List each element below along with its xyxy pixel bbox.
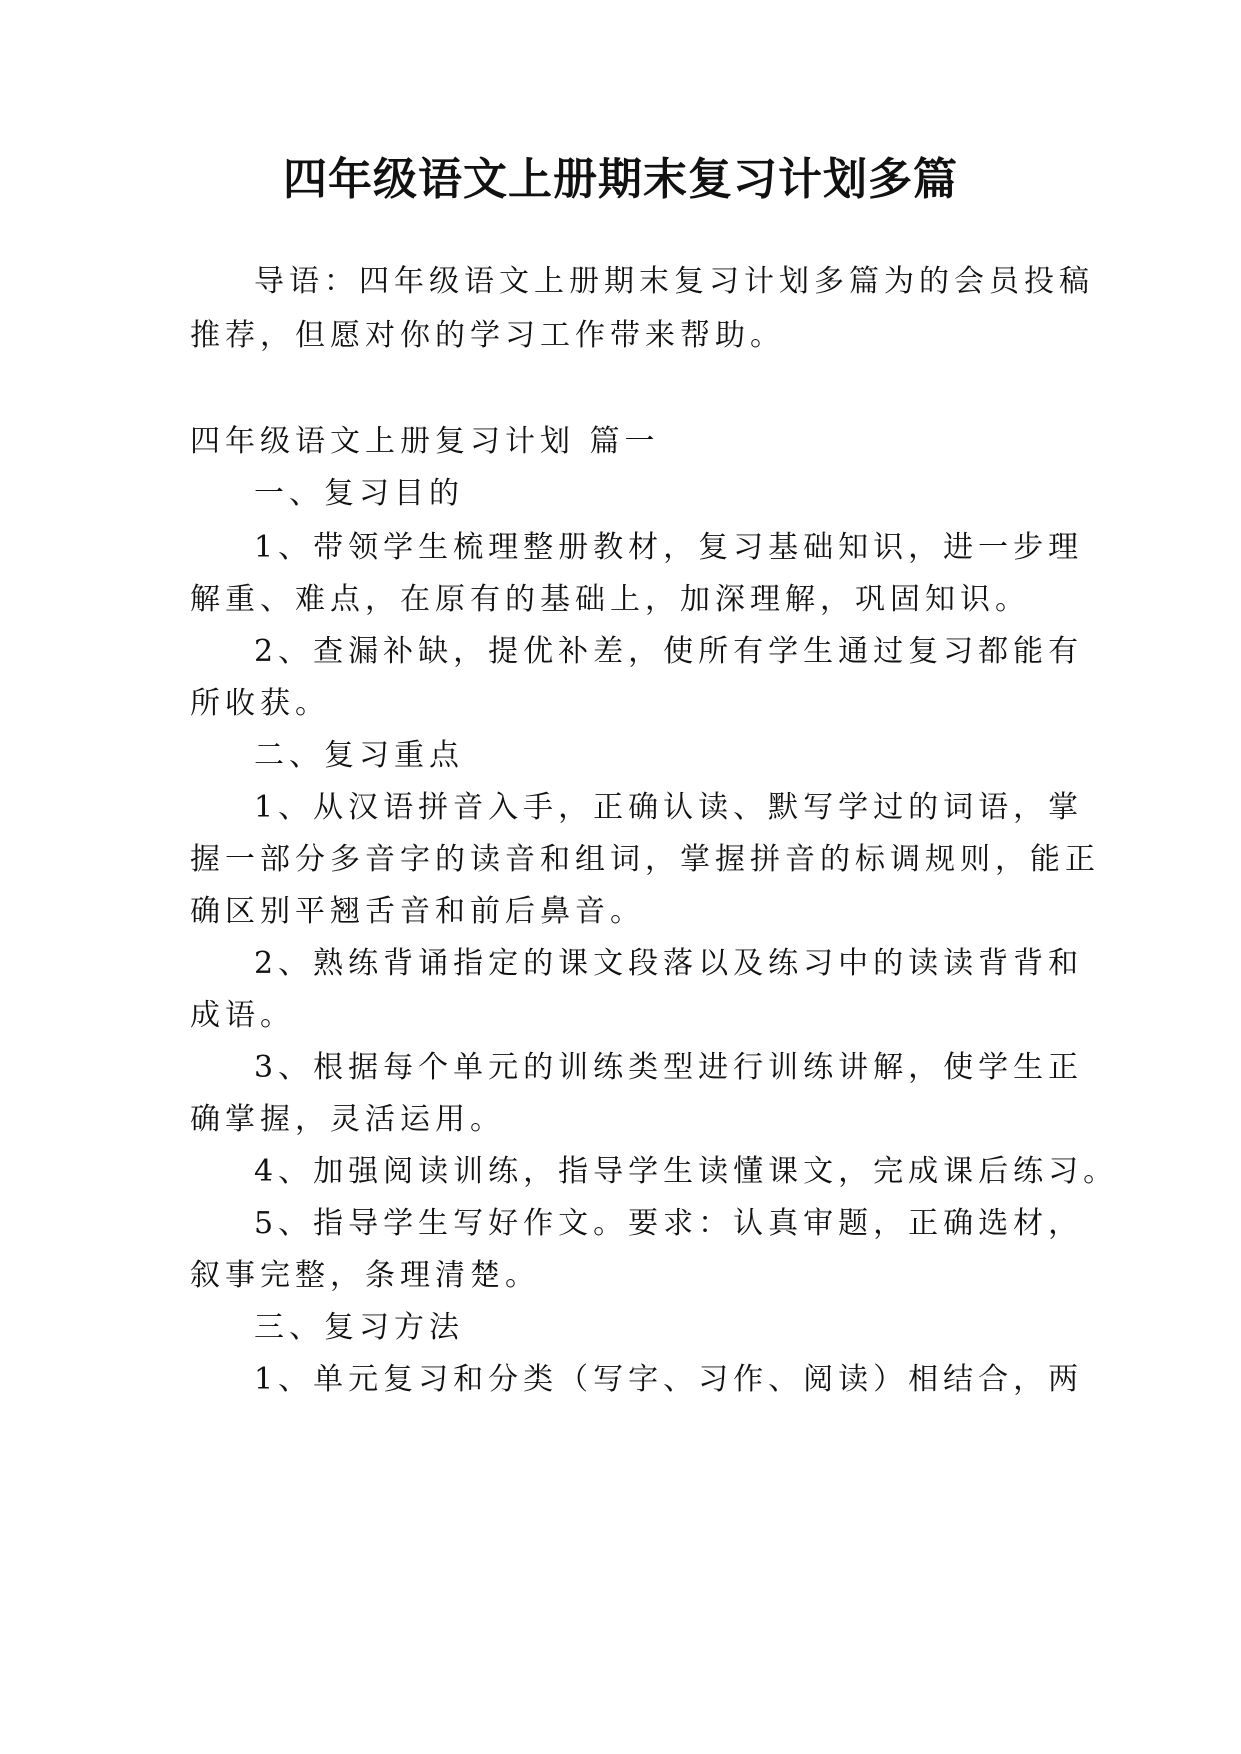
paragraph-line: 4、加强阅读训练，指导学生读懂课文，完成课后练习。: [254, 1154, 1119, 1189]
paragraph-line: 解重、难点，在原有的基础上，加深理解，巩固知识。: [190, 582, 1030, 617]
paragraph-line: 1、从汉语拼音入手，正确认读、默写学过的词语，掌: [254, 790, 1084, 825]
paragraph-line: 5、指导学生写好作文。要求：认真审题，正确选材，: [254, 1206, 1084, 1241]
paragraph-line: 确掌握，灵活运用。: [190, 1102, 505, 1137]
subheading-review-methods: 三、复习方法: [254, 1310, 464, 1345]
section-heading: 四年级语文上册复习计划 篇一: [190, 424, 660, 459]
paragraph-line: 2、查漏补缺，提优补差，使所有学生通过复习都能有: [254, 634, 1084, 669]
paragraph-line: 1、带领学生梳理整册教材，复习基础知识，进一步理: [254, 530, 1084, 565]
intro-line-1: 导语：四年级语文上册期末复习计划多篇为的会员投稿: [254, 264, 1094, 299]
paragraph-line: 2、熟练背诵指定的课文段落以及练习中的读读背背和: [254, 946, 1084, 981]
paragraph-line: 成语。: [190, 998, 295, 1033]
paragraph-line: 叙事完整，条理清楚。: [190, 1258, 540, 1293]
intro-line-2: 推荐，但愿对你的学习工作带来帮助。: [190, 318, 785, 353]
subheading-review-focus: 二、复习重点: [254, 738, 464, 773]
paragraph-line: 握一部分多音字的读音和组词，掌握拼音的标调规则，能正: [190, 842, 1100, 877]
document-title: 四年级语文上册期末复习计划多篇: [283, 154, 958, 205]
subheading-review-purpose: 一、复习目的: [254, 476, 464, 511]
paragraph-line: 确区别平翘舌音和前后鼻音。: [190, 894, 645, 929]
paragraph-line: 3、根据每个单元的训练类型进行训练讲解，使学生正: [254, 1050, 1084, 1085]
paragraph-line: 所收获。: [190, 686, 330, 721]
paragraph-line: 1、单元复习和分类（写字、习作、阅读）相结合，两: [254, 1362, 1084, 1397]
